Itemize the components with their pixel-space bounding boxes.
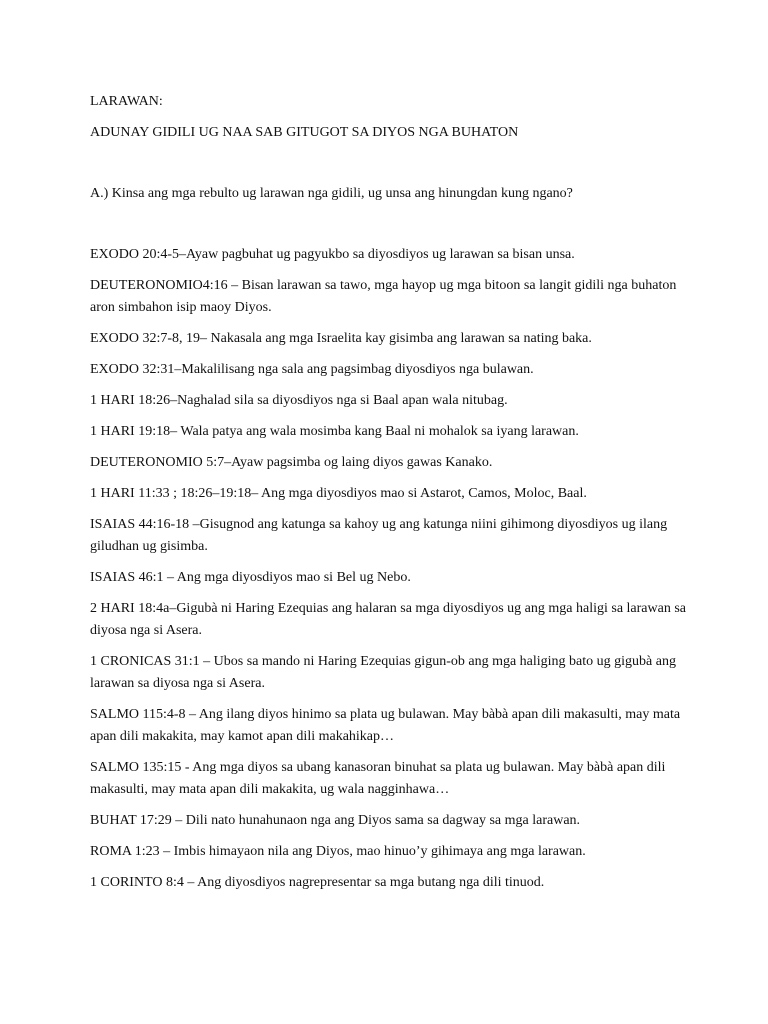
reference-item: EXODO 32:7-8, 19– Nakasala ang mga Israelita kay gisimba ang larawan sa nating baka. — [90, 331, 592, 346]
reference-list — [90, 244, 690, 894]
reference-item: EXODO 20:4-5–Ayaw pagbuhat ug pagyukbo sa diyosdiyos ug larawan sa bisan unsa. — [90, 247, 575, 262]
reference-item: DEUTERONOMIO 5:7–Ayaw pagsimba og laing diyos gawas Kanako. — [90, 455, 493, 470]
reference-item: 2 HARI 18:4a–Gigubà ni Haring Ezequias ang halaran sa mga diyosdiyos ug ang mga haligi sa larawan sa diyosa nga si Asera. — [90, 601, 687, 638]
reference-item: 1 CORINTO 8:4 – Ang diyosdiyos nagrepresentar sa mga butang nga dili tinuod. — [90, 875, 545, 890]
reference-item: 1 CRONICAS 31:1 – Ubos sa mando ni Haring Ezequias gigun-ob ang mga haliging bato ug gigubà ang larawan sa diyosa nga si Asera. — [90, 654, 676, 691]
reference-item: BUHAT 17:29 – Dili nato hunahunaon nga ang Diyos sama sa dagway sa mga larawan. — [90, 813, 581, 828]
reference-item: 1 HARI 19:18– Wala patya ang wala mosimba kang Baal ni mohalok sa iyang larawan. — [90, 424, 579, 439]
document-page — [90, 91, 690, 903]
reference-item: ROMA 1:23 – Imbis himayaon nila ang Diyos, mao hinuo’y gihimaya ang mga larawan. — [90, 844, 586, 859]
reference-item: ISAIAS 44:16-18 –Gisugnod ang katunga sa kahoy ug ang katunga niini gihimong diyosdiyos ug ilang giludhan ug gisimba. — [90, 517, 668, 554]
reference-item: SALMO 135:15 - Ang mga diyos sa ubang kanasoran binuhat sa plata ug bulawan. May bàbà apan dili makasulti, may mata apan dili makakita, ug wala nagginhawa… — [90, 760, 666, 797]
reference-item: DEUTERONOMIO4:16 – Bisan larawan sa tawo, mga hayop ug mga bitoon sa langit gidili nga buhaton aron simbahon isip maoy Diyos. — [90, 278, 677, 315]
document-title: LARAWAN: — [90, 94, 163, 109]
question-text: A.) Kinsa ang mga rebulto ug larawan nga gidili, ug unsa ang hinungdan kung ngano? — [90, 186, 573, 201]
reference-item: ISAIAS 46:1 – Ang mga diyosdiyos mao si Bel ug Nebo. — [90, 570, 411, 585]
document-subtitle: ADUNAY GIDILI UG NAA SAB GITUGOT SA DIYOS NGA BUHATON — [90, 125, 519, 140]
reference-item: EXODO 32:31–Makalilisang nga sala ang pagsimbag diyosdiyos nga bulawan. — [90, 362, 534, 377]
reference-item: 1 HARI 11:33 ; 18:26–19:18– Ang mga diyosdiyos mao si Astarot, Camos, Moloc, Baal. — [90, 486, 587, 501]
reference-item: 1 HARI 18:26–Naghalad sila sa diyosdiyos nga si Baal apan wala nitubag. — [90, 393, 508, 408]
reference-item: SALMO 115:4-8 – Ang ilang diyos hinimo sa plata ug bulawan. May bàbà apan dili makasulti, may mata apan dili makakita, may kamot apan dili makahikap… — [90, 707, 681, 744]
